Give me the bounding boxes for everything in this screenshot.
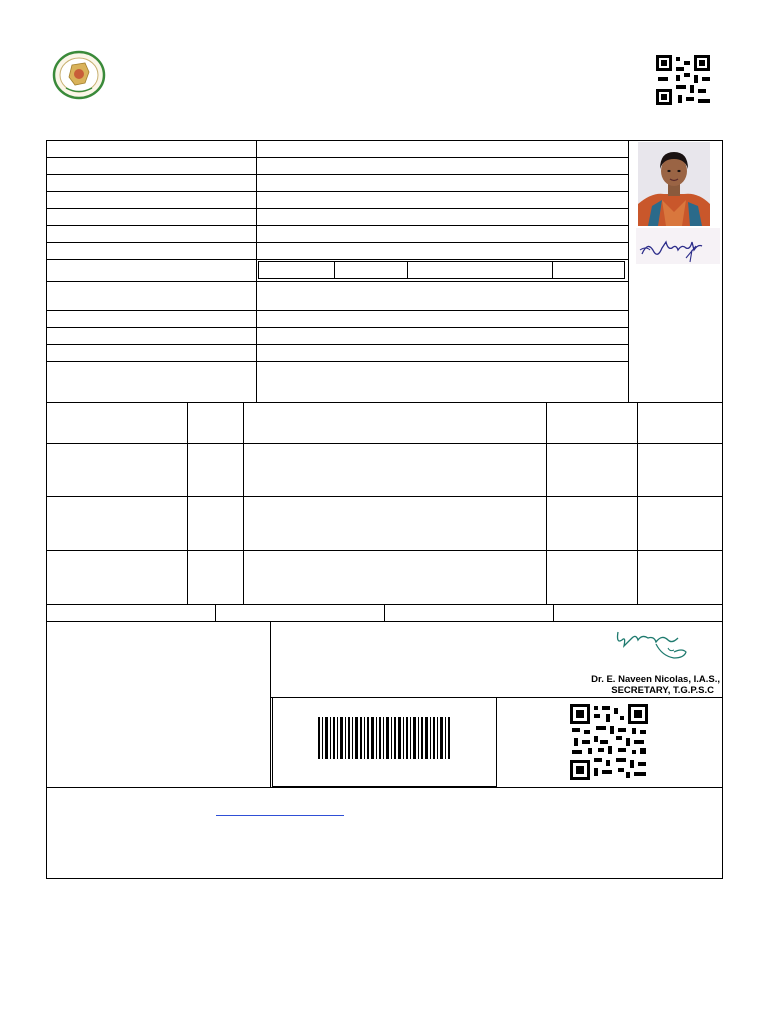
sub-cell	[334, 261, 408, 279]
strip-col-line	[553, 604, 554, 621]
sub-cell	[407, 261, 553, 279]
schedule-col-line	[546, 402, 547, 604]
strip-col-line	[384, 604, 385, 621]
candidate-photo	[638, 142, 710, 226]
details-row-line	[46, 174, 628, 175]
photo-column-divider	[628, 140, 629, 402]
candidate-signature	[636, 228, 720, 264]
schedule-col-line	[187, 402, 188, 604]
qr-code-icon	[570, 704, 648, 780]
schedule-row-line	[46, 443, 723, 444]
details-row-line	[46, 361, 628, 362]
sub-cell	[258, 261, 335, 279]
details-row-line	[46, 208, 628, 209]
qr-code-icon	[656, 55, 710, 105]
commission-logo	[52, 50, 106, 100]
website-link[interactable]	[216, 815, 344, 816]
sub-cell	[552, 261, 625, 279]
details-row-line	[46, 157, 628, 158]
details-row-line	[46, 327, 628, 328]
schedule-row-line	[46, 550, 723, 551]
schedule-col-line	[637, 402, 638, 604]
schedule-col-line	[243, 402, 244, 604]
schedule-top-line	[46, 402, 723, 403]
secretary-signature	[612, 624, 692, 666]
strip-col-line	[215, 604, 216, 621]
barcode-icon	[318, 717, 450, 759]
details-row-line	[46, 191, 628, 192]
details-row-line	[46, 310, 628, 311]
details-column-divider	[256, 140, 257, 402]
details-row-line	[46, 344, 628, 345]
details-row-line	[46, 225, 628, 226]
secretary-name: Dr. E. Naveen Nicolas, I.A.S.,	[591, 674, 720, 685]
schedule-row-line	[46, 496, 723, 497]
codes-area-bottom	[46, 787, 723, 788]
strip-bottom-line	[46, 621, 723, 622]
details-row-line	[46, 259, 628, 260]
details-row-line	[46, 242, 628, 243]
left-panel-divider	[270, 621, 271, 787]
secretary-designation: SECRETARY, T.G.P.S.C	[611, 685, 714, 696]
details-row-line	[46, 281, 628, 282]
